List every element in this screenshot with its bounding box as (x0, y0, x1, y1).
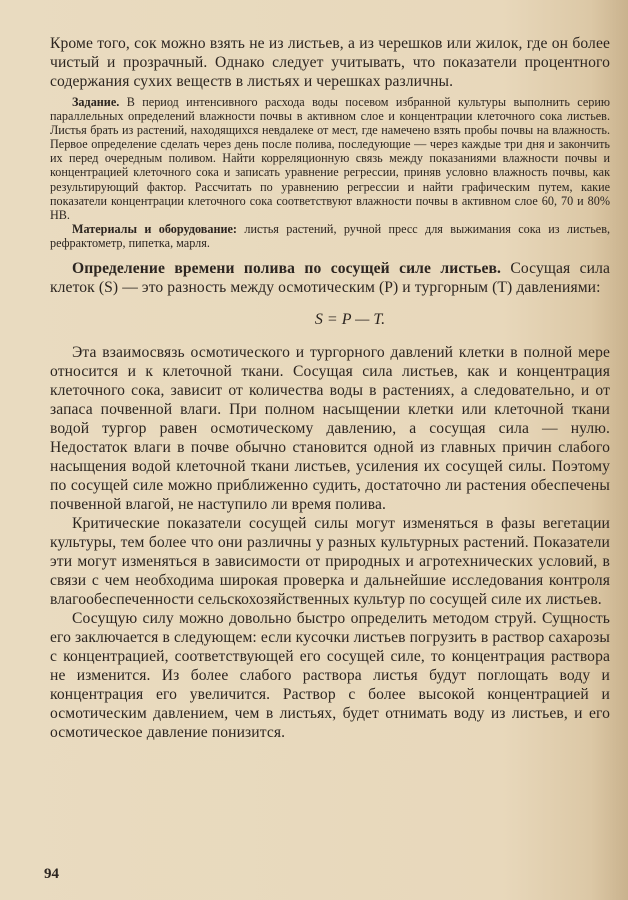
materials-label: Материалы и оборудование: (72, 221, 237, 236)
page-content (50, 34, 610, 742)
paragraph-intro: Кроме того, сок можно взять не из листьев, а из черешков или жилок, где он более чистый и прозрачный. Однако следует учитывать, что показатели процентного содержания сухих веществ в листьях и черешках различны. (50, 35, 610, 90)
page-number: 94 (44, 866, 59, 882)
materials-text: листья растений, ручной пресс для выжимания сока из листьев, рефрактометр, пипетка, марля. (50, 221, 611, 250)
section-heading-continuation: Сосущая сила клеток (S) — это разность между осмотическим (P) и тургорным (T) давлениями: (50, 260, 610, 297)
task-block (50, 95, 610, 222)
paragraph-3: Критические показатели сосущей силы могут изменяться в фазы вегетации культуры, тем более что они различны у разных культурных растений. Показатели эти могут изменяться в зависимости от природных и агротехнических условий, в связи с чем необходима широкая проверка и дальнейшие исследования контроля влагообеспеченности сельскохозяйственных культур по сосущей силе их листьев. (50, 515, 610, 609)
section-paragraph (50, 259, 610, 297)
paragraph-2: Эта взаимосвязь осмотического и тургорного давлений клетки в полной мере относится и к клеточной ткани. Сосущая сила листьев, как и концентрация клеточного сока, зависит от количества воды в растениях, а следовательно, и от запаса почвенной влаги. При полном насыщении клетки или клеточной ткани водой тургор равен осмотическому давлению, а сосущая сила — нулю. Недостаток влаги в почве обычно становится одной из главных причин слабого насыщения водой клеточной ткани листьев, усиления их сосущей силы. Поэтому по сосущей силе можно приближенно судить, достаточно ли растения обеспечены почвенной влагой, не наступило ли время полива. (50, 344, 610, 514)
section-heading: Определение времени полива по сосущей силе листьев. (72, 260, 501, 278)
materials-block (50, 222, 610, 250)
paragraph-4: Сосущую силу можно довольно быстро определить методом струй. Сущность его заключается в следующем: если кусочки листьев погрузить в раствор сахарозы с концентрацией, соответствующей его сосущей силе, то концентрация раствора не изменится. Из более слабого раствора листья будут поглощать воду и концентрация его увеличится. Раствор с более высокой концентрацией и осмотическим давлением, чем в листьях, будет отнимать воду из листьев, и его осмотическое давление понизится. (50, 610, 610, 742)
formula: S = P — T. (314, 311, 386, 329)
task-text: В период интенсивного расхода воды посевом избранной культуры выполнить серию параллельных определений влажности почвы в активном слое и концентрации клеточного сока листьев. Листья брать из растений, находящихся невдалеке от мест, где намечено взять пробы почвы на влажность. Первое определение сделать через день после полива, последующие — через каждые три дня и закончить их перед очередным поливом. Найти корреляционную связь между показаниями влажности почвы и концентрацией клеточного сока и записать уравнение регрессии, приняв условно влажность почвы, как результирующий фактор. Рассчитать по уравнению регрессии и найти графическим путем, какие показатели концентрации клеточного сока соответствуют влажности почвы в активном слое 60, 70 и 80% НВ. (50, 95, 610, 222)
task-label: Задание. (72, 95, 120, 109)
